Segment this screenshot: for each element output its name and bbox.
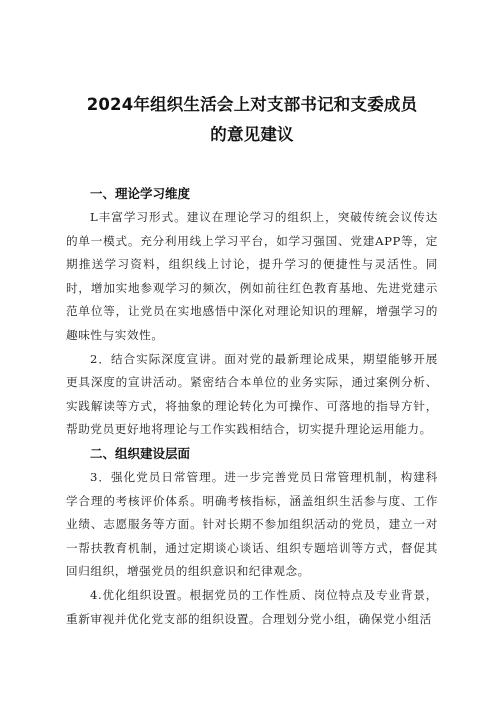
- title-line-2: 的意见建议: [210, 125, 294, 144]
- document-title: [66, 90, 438, 150]
- section-heading-organization: 二、组织建设层面: [90, 445, 191, 461]
- title-line-1: 2024年组织生活会上对支部书记和支委成员: [86, 95, 418, 114]
- paragraph-4: 4.优化组织设置。根据党员的工作性质、岗位特点及专业背景，重新审视并优化党支部的组织设置。合理划分党小组，确保党小组活: [66, 587, 438, 626]
- section-heading-theory: 一、理论学习维度: [90, 186, 191, 201]
- paragraph-2: 2．结合实际深度宣讲。面对党的最新理论成果，期望能够开展更具深度的宣讲活动。紧密结合本单位的业务实际，通过案例分析、实践解读等方式，将抽象的理论转化为可操作、可落地的指导方针，帮助党员更好地将理论与工作实践相结合，切实提升理论运用能力。: [66, 351, 438, 437]
- document-body: [66, 182, 438, 631]
- paragraph-3: 3．强化党员日常管理。进一步完善党员日常管理机制，构建科学合理的考核评价体系。明确考核指标，涵盖组织生活参与度、工作业绩、志愿服务等方面。针对长期不参加组织活动的党员，建立一对一帮扶教育机制，通过定期谈心谈话、组织专题培训等方式，督促其回归组织，增强党员的组织意识和纪律观念。: [66, 469, 438, 579]
- paragraph-1: L丰富学习形式。建议在理论学习的组织上，突破传统会议传达的单一模式。充分利用线上学习平台，如学习强国、党建APP等，定期推送学习资料，组织线上讨论，提升学习的便捷性与灵活性。同时，增加实地参观学习的频次，例如前往红色教育基地、先进党建示范单位等，让党员在实地感悟中深化对理论知识的理解，增强学习的趣味性与实效性。: [66, 210, 438, 342]
